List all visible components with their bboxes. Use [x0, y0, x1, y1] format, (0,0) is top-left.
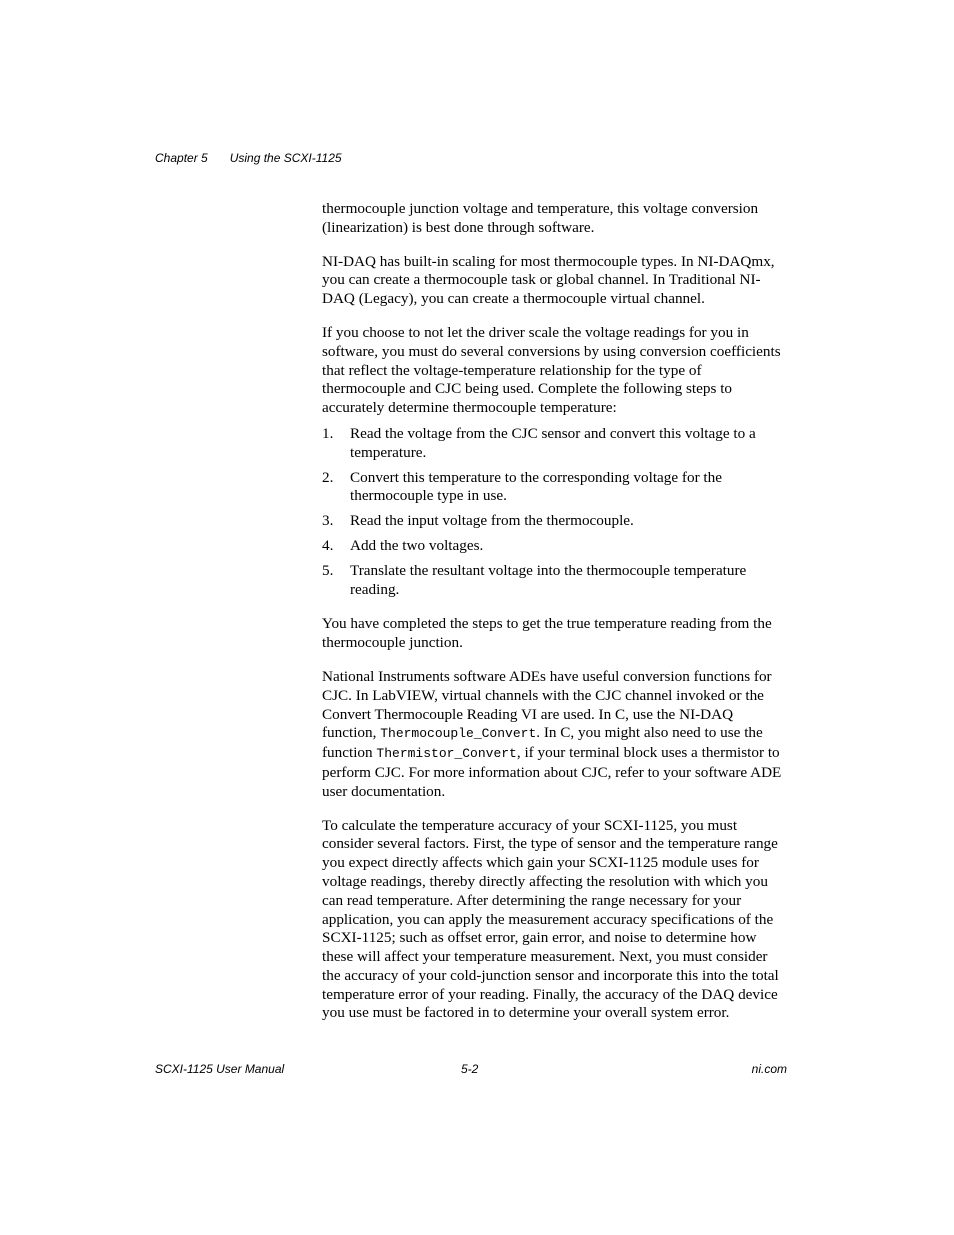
page-body	[322, 200, 787, 1038]
conversion-steps-list	[322, 425, 787, 599]
website-link: ni.com	[751, 1062, 787, 1076]
step-number: 5.	[322, 561, 334, 579]
step-text: Read the voltage from the CJC sensor and convert this voltage to a temperature.	[350, 424, 756, 461]
running-header	[155, 150, 342, 166]
manual-title: SCXI-1125 User Manual	[155, 1062, 285, 1076]
page-number: 5-2	[461, 1062, 479, 1076]
paragraph-steps-complete: You have completed the steps to get the true temperature reading from the thermocouple junction.	[322, 615, 772, 652]
paragraph-manual-conversion: If you choose to not let the driver scale the voltage readings for you in software, you must do several conversions by using conversion coefficients that reflect the voltage-temperature relationship for the type of thermocouple and CJC being used. Complete the following steps to accurately determine thermocouple temperature:	[322, 323, 781, 417]
text-run: . In C, you might also need to use the function	[322, 724, 763, 762]
chapter-label: Chapter 5	[155, 151, 208, 165]
paragraph-conversion-functions	[322, 668, 787, 802]
list-item	[322, 562, 787, 600]
function-name-code: Thermistor_Convert	[376, 746, 517, 762]
function-name-code: Thermocouple_Convert	[380, 726, 537, 742]
step-text: Add the two voltages.	[350, 536, 484, 554]
step-text: Convert this temperature to the corresponding voltage for the thermocouple type in use.	[350, 468, 722, 505]
paragraph-temperature-accuracy: To calculate the temperature accuracy of your SCXI-1125, you must consider several factors. First, the type of sensor and the temperature range you expect directly affects which gain your SCXI-1125 module uses for voltage readings, thereby directly affecting the resolution with which you can read temperature. After determining the range necessary for your application, you can apply the measurement accuracy specifications of the SCXI-1125; such as offset error, gain error, and noise to determine how these will affect your temperature measurement. Next, you must consider the accuracy of your cold-junction sensor and incorporate this into the total temperature error of your reading. Finally, the accuracy of the DAQ device you use must be factored in to determine your overall system error.	[322, 816, 779, 1022]
paragraph-linearization: thermocouple junction voltage and temperature, this voltage conversion (linearization) is best done through software.	[322, 200, 759, 236]
step-number: 4.	[322, 536, 334, 554]
step-number: 2.	[322, 468, 334, 486]
step-text: Translate the resultant voltage into the thermocouple temperature reading.	[350, 561, 747, 598]
chapter-title: Using the SCXI-1125	[229, 151, 342, 165]
step-number: 1.	[322, 424, 334, 442]
text-run: National Instruments software ADEs have useful conversion functions for CJC. In LabVIEW, virtual channels with the CJC channel invoked or the Convert Thermocouple Reading VI are used. In C, use the NI-DAQ function,	[322, 667, 772, 742]
step-number: 3.	[322, 512, 334, 530]
paragraph-ni-daq-scaling: NI-DAQ has built-in scaling for most thermocouple types. In NI-DAQmx, you can create a thermocouple task or global channel. In Traditional NI-DAQ (Legacy), you can create a thermocouple virtual channel.	[322, 252, 775, 308]
list-item	[322, 512, 787, 531]
step-text: Read the input voltage from the thermocouple.	[350, 512, 634, 530]
text-run: , if your terminal block uses a thermistor to perform CJC. For more information about CJC, refer to your software ADE user documentation.	[322, 744, 782, 800]
list-item	[322, 425, 787, 463]
list-item	[322, 469, 787, 507]
list-item	[322, 537, 787, 556]
